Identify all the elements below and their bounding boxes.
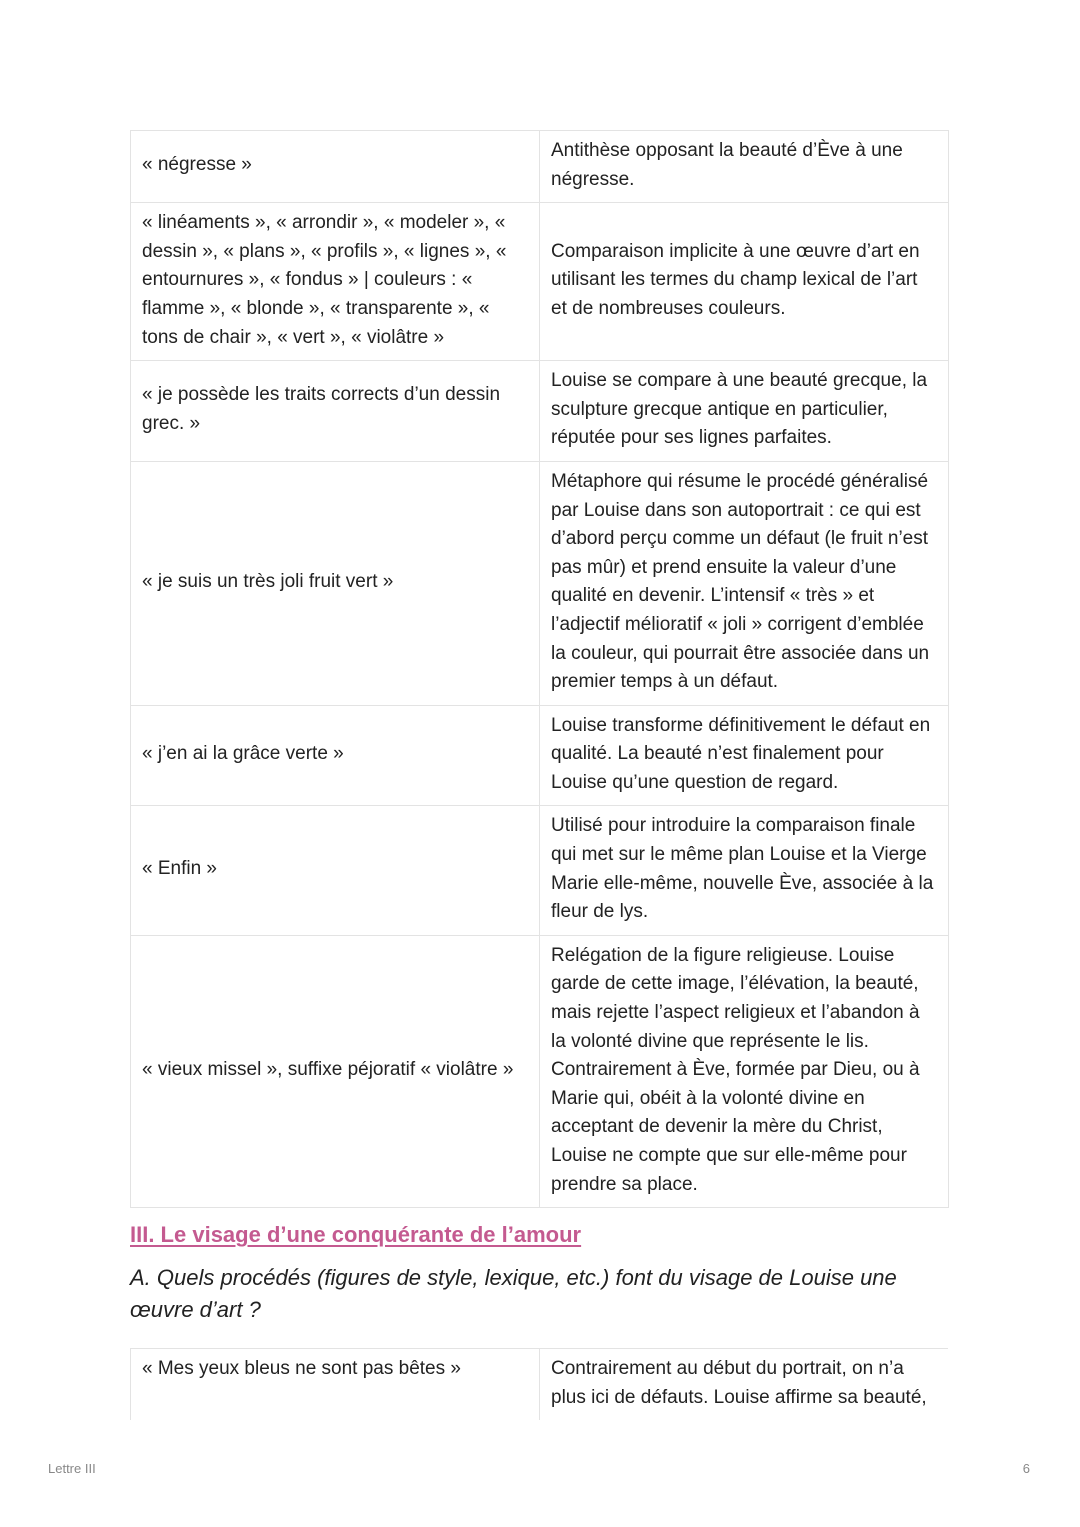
quote-cell: « vieux missel », suffixe péjoratif « violâtre » xyxy=(131,935,540,1207)
comment-cell: Utilisé pour introduire la comparaison finale qui met sur le même plan Louise et la Vierge Marie elle-même, nouvelle Ève, associée à la fleur de lys. xyxy=(540,806,949,935)
comment-cell: Antithèse opposant la beauté d’Ève à une négresse. xyxy=(540,131,949,203)
footer-document-title: Lettre III xyxy=(48,1461,96,1476)
page-content xyxy=(130,130,948,1428)
quote-cell: « Mes yeux bleus ne sont pas bêtes » xyxy=(131,1349,540,1421)
section-question: A. Quels procédés (figures de style, lexique, etc.) font du visage de Louise une œuvre d’art ? xyxy=(130,1265,897,1323)
table-row xyxy=(131,806,949,935)
analysis-table-2-wrapper xyxy=(130,1348,948,1428)
quote-cell: « linéaments », « arrondir », « modeler », « dessin », « plans », « profils », « lignes », « entournures », « fondus » | couleurs : « flamme », « blonde », « transparente », « tons de chair », « vert », « violâtre » xyxy=(131,203,540,361)
quote-cell: « je possède les traits corrects d’un dessin grec. » xyxy=(131,361,540,462)
analysis-table-1 xyxy=(130,130,949,1208)
quote-cell: « Enfin » xyxy=(131,806,540,935)
section-heading: III. Le visage d’une conquérante de l’amour xyxy=(130,1222,582,1248)
comment-cell: Relégation de la figure religieuse. Louise garde de cette image, l’élévation, la beauté, mais rejette l’aspect religieux et l’abandon à la volonté divine que représente le lis. Contrairement à Ève, formée par Dieu, ou à Marie qui, obéit à la volonté divine en acceptant de devenir la mère du Christ, Louise ne compte que sur elle-même pour prendre sa place. xyxy=(540,935,949,1207)
table-row xyxy=(131,705,949,806)
comment-cell: Louise transforme définitivement le défaut en qualité. La beauté n’est finalement pour Louise qu’une question de regard. xyxy=(540,705,949,806)
quote-cell: « je suis un très joli fruit vert » xyxy=(131,461,540,705)
table-row xyxy=(131,361,949,462)
comment-cell: Comparaison implicite à une œuvre d’art en utilisant les termes du champ lexical de l’art et de nombreuses couleurs. xyxy=(540,203,949,361)
footer-page-number: 6 xyxy=(1022,1461,1030,1476)
quote-cell: « j’en ai la grâce verte » xyxy=(131,705,540,806)
comment-cell: Contrairement au début du portrait, on n’a plus ici de défauts. Louise affirme sa beauté, xyxy=(540,1349,949,1421)
analysis-table-2 xyxy=(130,1348,948,1420)
quote-cell: « négresse » xyxy=(131,131,540,203)
table-row xyxy=(131,131,949,203)
table-row xyxy=(131,461,949,705)
table-row xyxy=(131,1349,949,1421)
table-row xyxy=(131,203,949,361)
comment-cell: Louise se compare à une beauté grecque, la sculpture grecque antique en particulier, réputée pour ses lignes parfaites. xyxy=(540,361,949,462)
comment-cell: Métaphore qui résume le procédé généralisé par Louise dans son autoportrait : ce qui est d’abord perçu comme un défaut (le fruit n’est pas mûr) et prend ensuite la valeur d’une qualité en devenir. L’intensif « très » et l’adjectif mélioratif « joli » corrigent d’emblée la couleur, qui pourrait être associée dans un premier temps à un défaut. xyxy=(540,461,949,705)
table-row xyxy=(131,935,949,1207)
